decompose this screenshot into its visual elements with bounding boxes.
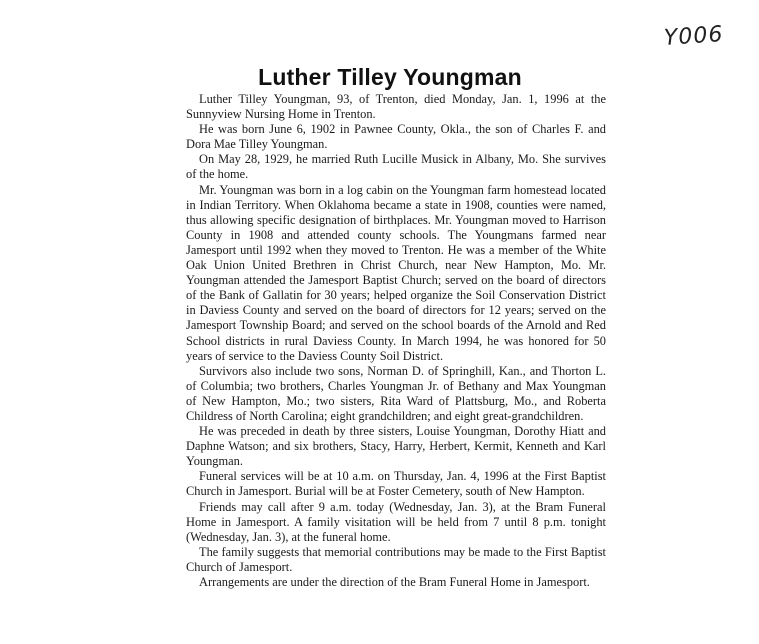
paragraph-preceded: He was preceded in death by three sisters, Louise Youngman, Dorothy Hiatt and Daphne Watson; and six brothers, Stacy, Harry, Herbert, Kermit, Kenneth and Karl Youngman. <box>186 424 606 469</box>
paragraph-funeral: Funeral services will be at 10 a.m. on Thursday, Jan. 4, 1996 at the First Baptist Church in Jamesport. Burial will be at Foster Cemetery, south of New Hampton. <box>186 469 606 499</box>
paragraph-memorials: The family suggests that memorial contributions may be made to the First Baptist Church of Jamesport. <box>186 544 606 574</box>
paragraph-arrangements: Arrangements are under the direction of the Bram Funeral Home in Jamesport. <box>199 575 590 589</box>
paragraph-survivors: Survivors also include two sons, Norman D. of Springhill, Kan., and Thorton L. of Columbia; two brothers, Charles Youngman Jr. of Bethany and Max Youngman of New Hampton, Mo.; two sisters, Rita Ward of Plattsburg, Mo., and Roberta Childress of North Carolina; eight grandchildren; and eight great-grandchildren. <box>186 363 606 423</box>
handwritten-annotation: Y006 <box>663 21 725 52</box>
obituary-body <box>186 92 606 590</box>
obituary-headline: Luther Tilley Youngman <box>258 64 522 90</box>
paragraph-marriage: On May 28, 1929, he married Ruth Lucille Musick in Albany, Mo. She survives of the home. <box>186 152 606 182</box>
paragraph-death-notice: Luther Tilley Youngman, 93, of Trenton, died Monday, Jan. 1, 1996 at the Sunnyview Nursing Home in Trenton. <box>186 92 606 122</box>
paragraph-birth: He was born June 6, 1902 in Pawnee County, Okla., the son of Charles F. and Dora Mae Tilley Youngman. <box>186 122 606 152</box>
paragraph-visitation: Friends may call after 9 a.m. today (Wednesday, Jan. 3), at the Bram Funeral Home in Jamesport. A family visitation will be held from 7 until 8 p.m. tonight (Wednesday, Jan. 3), at the funeral home. <box>186 499 606 544</box>
paragraph-biography: Mr. Youngman was born in a log cabin on the Youngman farm homestead located in Indian Territory. When Oklahoma became a state in 1908, counties were named, thus allowing specific designation of birthplaces. Mr. Youngman moved to Harrison County in 1908 and attended county schools. The Youngmans farmed near Jamesport until 1992 when they moved to Trenton. He was a member of the White Oak Union United Brethren in Christ Church, near New Hampton, Mo. Mr. Youngman attended the Jamesport Baptist Church; served on the board of directors of the Bank of Gallatin for 30 years; helped organize the Soil Conservation District in Daviess County and served on the board of directors for 12 years; served on the Jamesport Township Board; and served on the school boards of the Arnold and Red School districts in rural Daviess County. In March 1994, he was honored for 50 years of service to the Daviess County Soil District. <box>186 182 606 363</box>
